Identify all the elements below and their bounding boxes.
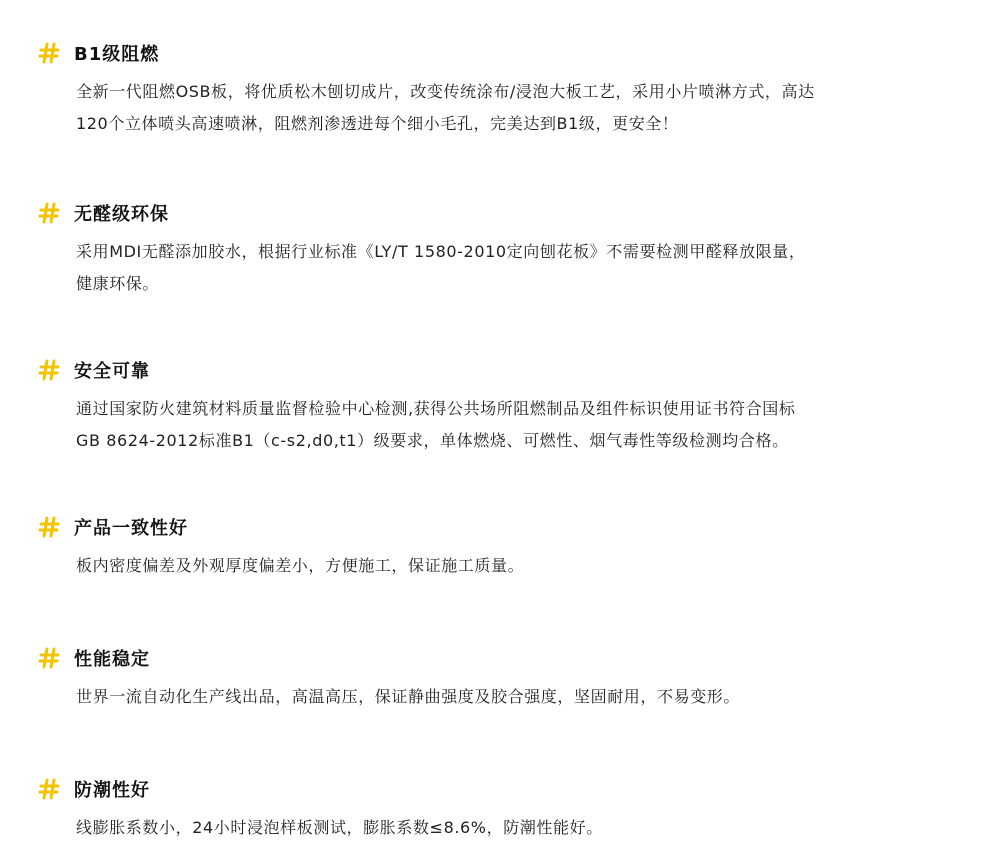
- description-line: 通过国家防火建筑材料质量监督检验中心检测,获得公共场所阻燃制品及组件标识使用证书符合国标: [76, 399, 796, 418]
- section-description: [76, 236, 966, 300]
- hash-icon: [38, 202, 60, 224]
- section-heading-row: [38, 776, 150, 802]
- description-line: 采用MDI无醛添加胶水，根据行业标准《LY/T 1580-2010定向刨花板》不需要检测甲醛释放限量，: [76, 242, 806, 261]
- hash-icon: [38, 516, 60, 538]
- section-heading-row: [38, 200, 169, 226]
- description-line: GB 8624-2012标准B1（c-s2,d0,t1）级要求，单体燃烧、可燃性、烟气毒性等级检测均合格。: [76, 431, 789, 450]
- hash-icon: [38, 647, 60, 669]
- section-description: [76, 393, 966, 457]
- section-title: 产品一致性好: [74, 518, 188, 539]
- description-line: 线膨胀系数小，24小时浸泡样板测试，膨胀系数≤8.6%，防潮性能好。: [76, 818, 603, 837]
- description-line: 板内密度偏差及外观厚度偏差小，方便施工，保证施工质量。: [76, 556, 525, 575]
- section-title: B1级阻燃: [74, 44, 160, 65]
- description-line: 全新一代阻燃OSB板，将优质松木刨切成片，改变传统涂布/浸泡大板工艺，采用小片喷淋方式，高达: [76, 82, 815, 101]
- section-description: [76, 681, 966, 713]
- description-line: 世界一流自动化生产线出品，高温高压，保证静曲强度及胶合强度，坚固耐用，不易变形。: [76, 687, 741, 706]
- description-line: 健康环保。: [76, 274, 160, 293]
- hash-icon: [38, 778, 60, 800]
- section-heading-row: [38, 357, 150, 383]
- hash-icon: [38, 359, 60, 381]
- section-description: [76, 76, 966, 140]
- section-description: [76, 550, 966, 582]
- section-heading-row: [38, 40, 159, 66]
- section-title: 防潮性好: [74, 780, 150, 801]
- description-line: 120个立体喷头高速喷淋，阻燃剂渗透进每个细小毛孔，完美达到B1级，更安全！: [76, 114, 679, 133]
- section-title: 性能稳定: [74, 649, 150, 670]
- section-title: 无醛级环保: [74, 204, 169, 225]
- section-heading-row: [38, 645, 150, 671]
- section-description: [76, 812, 966, 844]
- hash-icon: [38, 42, 60, 64]
- section-title: 安全可靠: [74, 361, 150, 382]
- section-heading-row: [38, 514, 188, 540]
